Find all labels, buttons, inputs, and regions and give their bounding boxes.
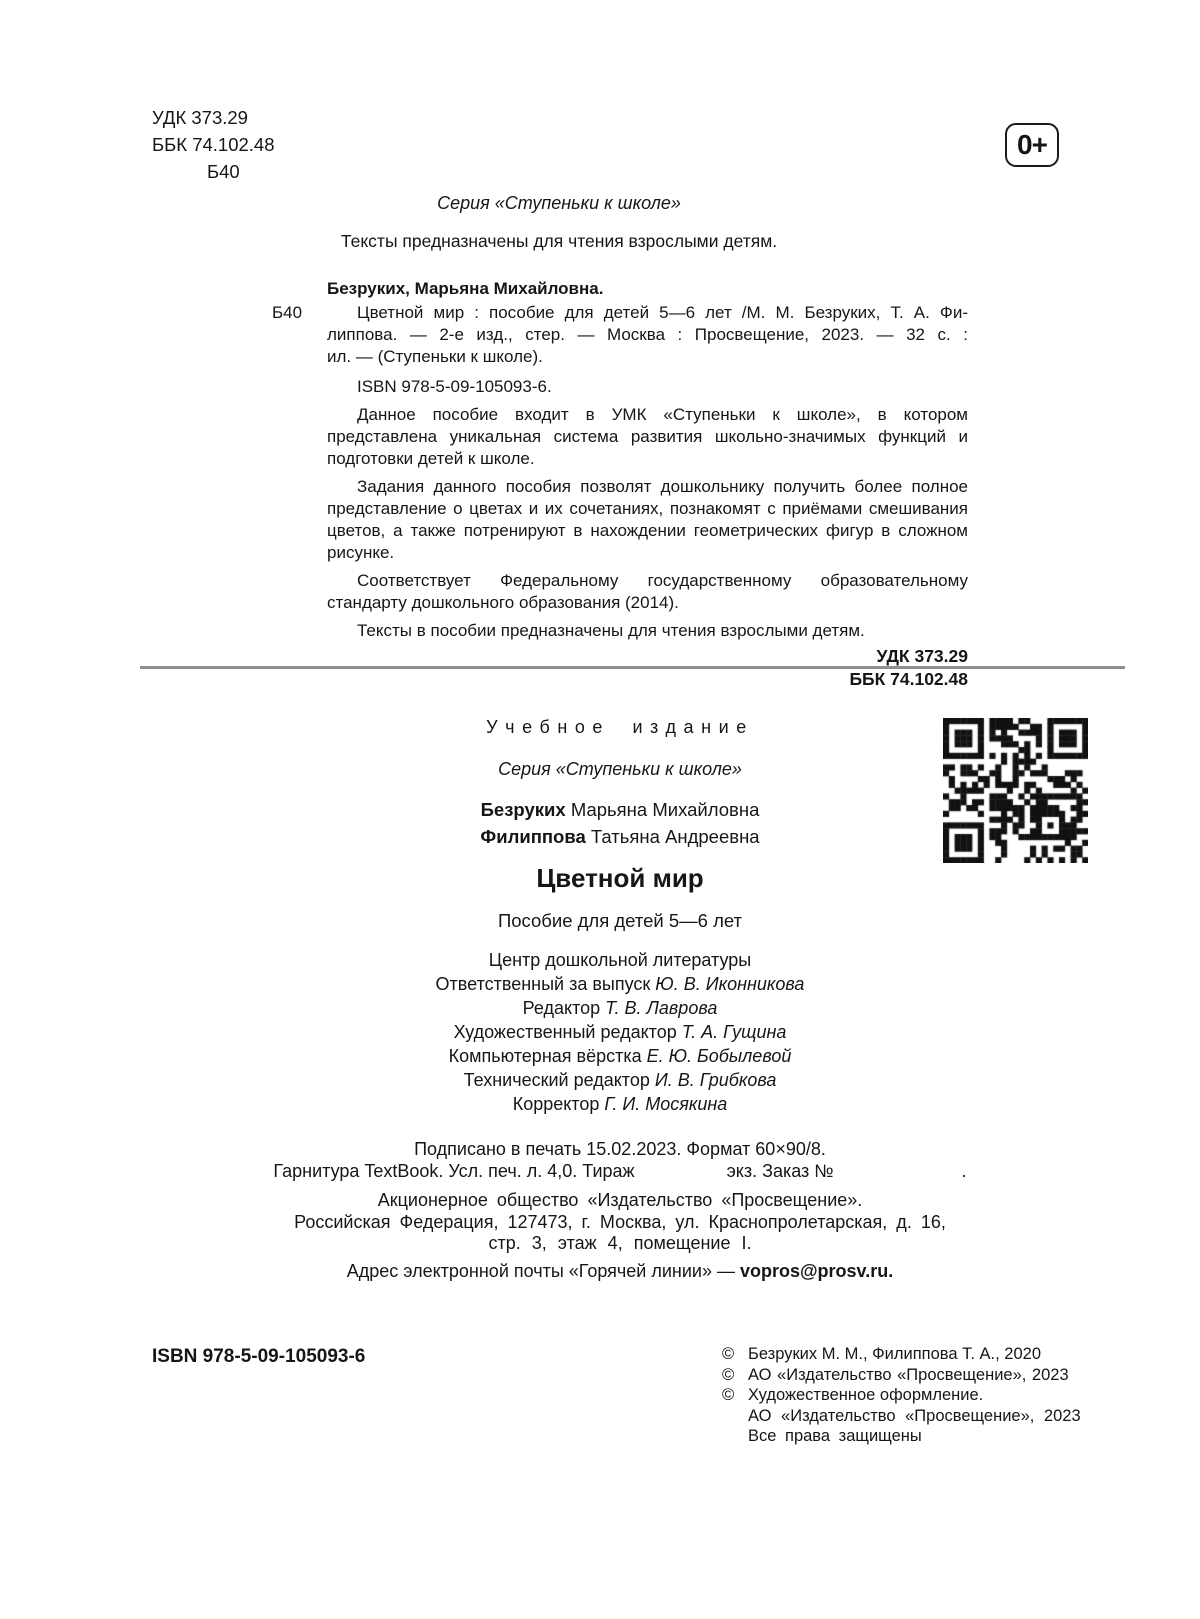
credit-line xyxy=(150,948,1090,972)
credit-name: Ю. В. Иконникова xyxy=(655,974,805,994)
udk-code-right: УДК 373.29 xyxy=(876,646,968,666)
publisher-block xyxy=(150,1190,1090,1255)
isbn-bottom: ISBN 978-5-09-105093-6 xyxy=(152,1346,366,1367)
credit-name: Е. Ю. Бобылевой xyxy=(646,1046,792,1066)
age-rating-badge: 0+ xyxy=(1005,123,1059,167)
author-surname: Филиппова xyxy=(480,826,586,847)
copyright-symbol: © xyxy=(722,1365,735,1384)
copyright-text: АО «Издательство «Просвещение», 2023 xyxy=(748,1406,1081,1425)
credit-name: Г. И. Мосякина xyxy=(604,1094,728,1114)
order-prefix: экз. Заказ № xyxy=(726,1161,834,1181)
author-given: Марьяна Михайловна xyxy=(565,799,760,820)
annotation-paragraph: Соответствует Федеральному государственному образовательному стандарту дошкольного образования (2014). xyxy=(327,571,968,612)
credit-role: Редактор xyxy=(522,998,606,1018)
annotation-paragraph: Данное пособие входит в УМК «Ступеньки к школе», в котором представлена уникальная система развития школьно-значимых функций и подготовки детей к школе. xyxy=(327,405,968,468)
copyright-symbol: © xyxy=(722,1345,735,1363)
copyright-text: АО «Издательство «Просвещение», 2023 xyxy=(748,1365,1069,1384)
copyright-text: Безруких М. М., Филиппова Т. А., 2020 xyxy=(748,1345,1042,1363)
print-info xyxy=(150,1138,1090,1182)
top-section xyxy=(150,190,968,690)
edition-section xyxy=(150,700,1090,1282)
entry-line: липпова. — 2-е изд., стер. — Москва : Просвещение, 2023. — 32 с. : xyxy=(327,325,968,344)
author-surname: Безруких xyxy=(480,799,566,820)
credit-line xyxy=(150,1068,1090,1092)
entry-line: ил. — (Ступеньки к школе). xyxy=(327,347,543,366)
author-sign-code: Б40 xyxy=(207,161,240,182)
copyright-line xyxy=(722,1385,1081,1406)
copyright-line xyxy=(722,1406,1081,1427)
line-end-dot: . xyxy=(961,1161,967,1181)
hotline-email-line xyxy=(150,1260,1090,1282)
copyright-block xyxy=(722,1344,1081,1447)
credit-role: Центр дошкольной литературы xyxy=(488,950,752,970)
publisher-line: Акционерное общество «Издательство «Просвещение». xyxy=(377,1190,863,1210)
print-run-prefix: Гарнитура TextBook. Усл. печ. л. 4,0. Тираж xyxy=(273,1161,635,1181)
edition-type: Учебное издание xyxy=(486,717,754,737)
card-margin-code: Б40 xyxy=(272,303,303,322)
credit-line xyxy=(150,972,1090,996)
card-entry xyxy=(272,302,968,368)
series-line-mid: Серия «Ступеньки к школе» xyxy=(498,759,742,779)
copyright-line xyxy=(722,1344,1081,1365)
copyright-line xyxy=(722,1365,1081,1386)
section-divider xyxy=(140,666,1125,669)
book-title: Цветной мир xyxy=(536,863,704,893)
series-line: Серия «Ступеньки к школе» xyxy=(437,193,681,213)
credit-line xyxy=(150,1044,1090,1068)
book-subtitle: Пособие для детей 5—6 лет xyxy=(497,910,743,931)
qr-code xyxy=(943,718,1088,863)
annotation-paragraph: Тексты в пособии предназначены для чтения взрослыми детям. xyxy=(357,621,865,640)
credits-block xyxy=(150,948,1090,1116)
copyright-text: Художественное оформление. xyxy=(748,1386,984,1404)
copyright-text: Все права защищены xyxy=(748,1427,922,1445)
author-given: Татьяна Андреевна xyxy=(585,826,760,847)
email-address: vopros@prosv.ru. xyxy=(739,1260,894,1281)
publisher-line: Российская Федерация, 127473, г. Москва, ул. Краснопролетарская, д. 16, xyxy=(294,1211,946,1232)
credit-line xyxy=(150,1020,1090,1044)
credit-role: Компьютерная вёрстка xyxy=(448,1046,647,1066)
udk-code: УДК 373.29 xyxy=(152,107,248,128)
bbk-code: ББК 74.102.48 xyxy=(152,134,275,155)
print-line: Подписано в печать 15.02.2023. Формат 60×90/8. xyxy=(414,1139,826,1159)
credit-line xyxy=(150,1092,1090,1116)
publisher-line: стр. 3, этаж 4, помещение I. xyxy=(488,1233,752,1253)
credit-role: Технический редактор xyxy=(463,1070,655,1090)
catalogue-card xyxy=(272,278,968,690)
annotation-paragraph: Задания данного пособия позволят дошкольнику получить более полное представление о цветах и их сочетаниях, познакомят с приёмами смешивания цветов, а также потренируют в нахождении геометрических фигур в сложном рисунке. xyxy=(327,477,968,562)
card-isbn: ISBN 978-5-09-105093-6. xyxy=(357,377,552,396)
bbk-code-right: ББК 74.102.48 xyxy=(849,668,968,689)
credit-name: И. В. Грибкова xyxy=(654,1070,777,1090)
copyright-symbol: © xyxy=(722,1386,735,1404)
credit-name: Т. В. Лаврова xyxy=(605,998,718,1018)
copyright-line xyxy=(722,1426,1081,1447)
entry-line: Цветной мир : пособие для детей 5—6 лет /М. М. Безруких, Т. А. Фи- xyxy=(357,303,968,322)
email-prefix: Адрес электронной почты «Горячей линии» — xyxy=(346,1260,740,1281)
credit-role: Ответственный за выпуск xyxy=(435,974,656,994)
credit-line xyxy=(150,996,1090,1020)
card-author-heading: Безруких, Марьяна Михайловна. xyxy=(327,279,604,298)
credit-name: Т. А. Гущина xyxy=(681,1022,787,1042)
print-line xyxy=(150,1160,1090,1182)
catalogue-codes xyxy=(152,104,275,185)
reading-note: Тексты предназначены для чтения взрослыми детям. xyxy=(340,231,778,251)
credit-role: Художественный редактор xyxy=(453,1022,682,1042)
credit-role: Корректор xyxy=(512,1094,605,1114)
